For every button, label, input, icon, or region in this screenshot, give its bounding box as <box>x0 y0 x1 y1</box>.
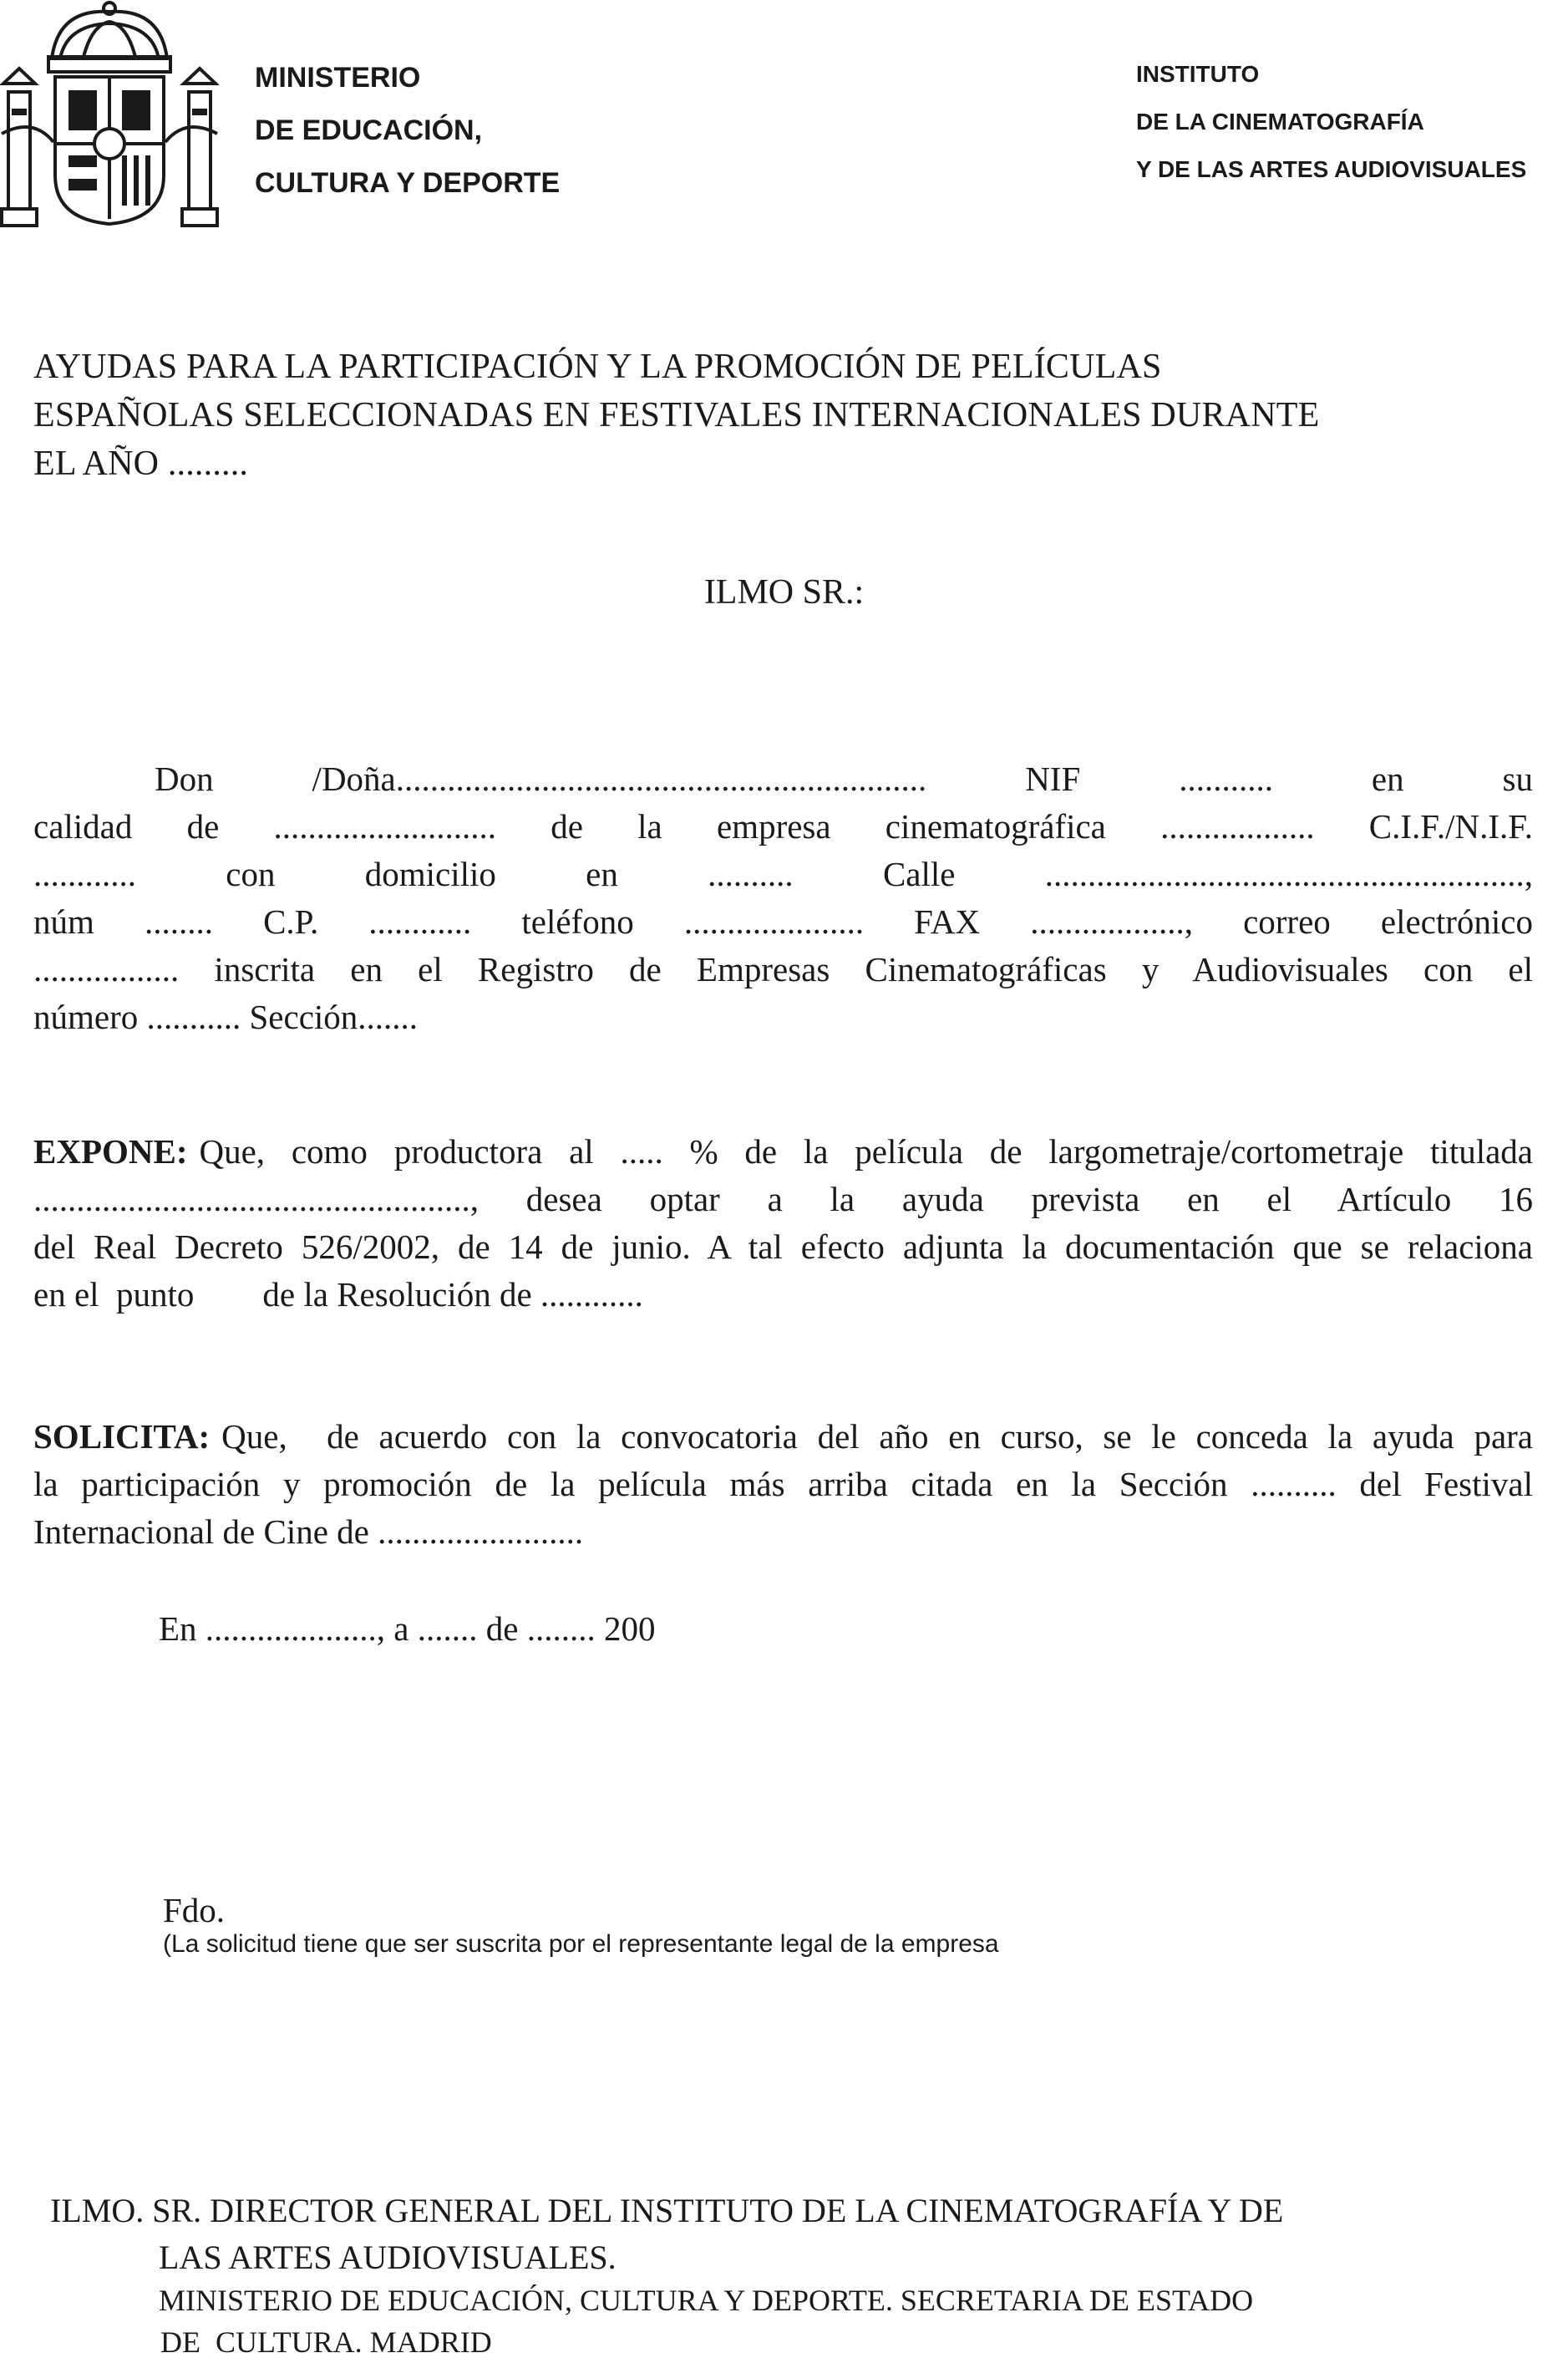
solicita-line: Que, de acuerdo con la convocatoria del año en curso, se le conceda la ayuda para <box>221 1417 1533 1456</box>
ministry-line: MINISTERIO <box>255 62 421 94</box>
addressee-line: DE CULTURA. MADRID <box>160 2325 492 2359</box>
title-line: AYUDAS PARA LA PARTICIPACIÓN Y LA PROMOCIÓN DE PELÍCULAS <box>33 348 1162 386</box>
applicant-line: calidad de .......................... de la empresa cinematográfica .................. C.I.F./N.I.F. <box>33 807 1533 846</box>
title-line: EL AÑO ......... <box>33 445 249 483</box>
solicita-label: SOLICITA: <box>33 1417 211 1456</box>
ministry-line: DE EDUCACIÓN, <box>255 114 483 146</box>
coat-of-arms-icon <box>0 0 219 230</box>
applicant-line: número ........... Sección....... <box>33 998 419 1036</box>
signature-note: (La solicitud tiene que ser suscrita por el representante legal de la empresa <box>163 1930 999 1958</box>
applicant-line: Don /Doña.............................................................. NIF ........... en su <box>155 760 1533 798</box>
date-line: En ...................., a ....... de ........ 200 <box>159 1609 656 1648</box>
expone-line: del Real Decreto 526/2002, de 14 de junio. A tal efecto adjunta la documentación que se relaciona <box>33 1227 1533 1266</box>
expone-line: Que, como productora al ..... % de la película de largometraje/cortometraje titulada <box>199 1132 1533 1171</box>
solicita-line: Internacional de Cine de ........................ <box>33 1512 584 1551</box>
institute-line: DE LA CINEMATOGRAFÍA <box>1136 109 1424 135</box>
signature-label: Fdo. <box>163 1891 226 1929</box>
solicita-line: la participación y promoción de la película más arriba citada en la Sección .......... del Festival <box>33 1465 1533 1503</box>
addressee-line: LAS ARTES AUDIOVISUALES. <box>159 2238 617 2276</box>
ministry-line: CULTURA Y DEPORTE <box>255 167 561 199</box>
institute-line: Y DE LAS ARTES AUDIOVISUALES <box>1136 156 1527 182</box>
addressee-line: MINISTERIO DE EDUCACIÓN, CULTURA Y DEPORTE. SECRETARIA DE ESTADO <box>159 2284 1254 2317</box>
solicita-first-line <box>33 1416 1533 1456</box>
applicant-line: ............ con domicilio en .......... Calle ........................................................, <box>33 855 1533 893</box>
expone-label: EXPONE: <box>33 1132 188 1171</box>
expone-line: en el punto de la Resolución de ............ <box>33 1275 643 1314</box>
addressee-line: ILMO. SR. DIRECTOR GENERAL DEL INSTITUTO DE LA CINEMATOGRAFÍA Y DE <box>50 2192 1284 2229</box>
institute-name <box>1136 50 1526 193</box>
salutation: ILMO SR.: <box>703 573 865 612</box>
expone-line: ..................................................., desea optar a la ayuda prevista en el Artículo 16 <box>33 1180 1533 1218</box>
institute-line: INSTITUTO <box>1136 61 1260 87</box>
expone-first-line <box>33 1131 1533 1171</box>
ministry-name <box>255 52 560 210</box>
applicant-line: ................. inscrita en el Registro de Empresas Cinematográficas y Audiovisuales con el <box>33 950 1533 988</box>
document-title <box>33 343 1537 488</box>
title-line: ESPAÑOLAS SELECCIONADAS EN FESTIVALES INTERNACIONALES DURANTE <box>33 396 1320 434</box>
applicant-line: núm ........ C.P. ............ teléfono ..................... FAX .................., correo electrónico <box>33 902 1533 941</box>
